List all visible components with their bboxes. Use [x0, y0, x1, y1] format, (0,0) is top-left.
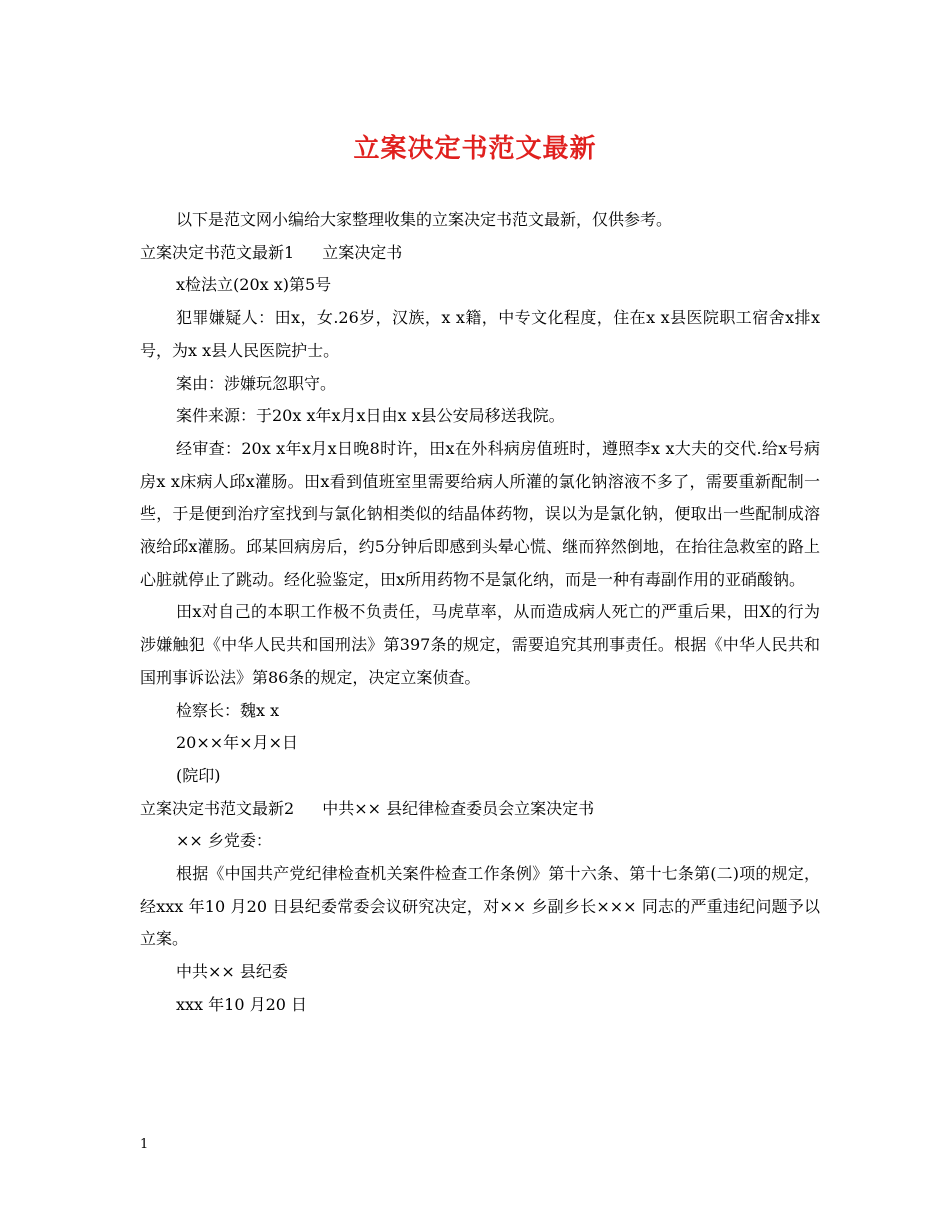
- page-number: 1: [140, 1137, 149, 1152]
- section1-doc-number: x检法立(20x x)第5号: [176, 275, 332, 295]
- section1-conclusion: 田x对自己的本职工作极不负责任，马虎草率，从而造成病人死亡的严重后果，田X的行为涉嫌触犯《中华人民共和国刑法》第397条的规定，需要追究其刑事责任。根据《中华人民共和国刑事诉讼法》第86条的规定，决定立案侦查。: [140, 602, 820, 687]
- section1-date: 20××年×月×日: [176, 733, 298, 753]
- section1-heading-right: 立案决定书: [322, 242, 403, 262]
- section1-suspect: 犯罪嫌疑人：田x，女.26岁，汉族，x x籍，中专文化程度，住在x x县医院职工宿舍x排x号，为x x县人民医院护士。: [140, 308, 820, 360]
- section2-body: 根据《中国共产党纪律检查机关案件检查工作条例》第十六条、第十七条第(二)项的规定，经xxx 年10 月20 日县纪委常委会议研究决定，对×× 乡副乡长××× 同志的严重违纪问题予以立案。: [140, 864, 820, 949]
- document-title: 立案决定书范文最新: [353, 134, 597, 164]
- section1-heading-left: 立案决定书范文最新1: [140, 242, 295, 262]
- section1-prosecutor: 检察长：魏x x: [176, 700, 280, 720]
- section1-review: 经审查：20x x年x月x日晚8时许，田x在外科病房值班时，遵照李x x大夫的交代.给x号病房x x床病人邱x灌肠。田x看到值班室里需要给病人所灌的氯化钠溶液不多了，需要重新配制一些，于是便到治疗室找到与氯化钠相类似的结晶体药物，误以为是氯化钠，便取出一些配制成溶液给邱x灌肠。邱某回病房后，约5分钟后即感到头晕心慌、继而猝然倒地，在抬往急救室的路上心脏就停止了跳动。经化验鉴定，田x所用药物不是氯化纳，而是一种有毒副作用的亚硝酸钠。: [140, 438, 820, 589]
- document-body: [140, 204, 820, 1022]
- section2-heading: [140, 793, 820, 826]
- section2-recipient: ×× 乡党委：: [176, 831, 272, 851]
- section1-cause: 案由：涉嫌玩忽职守。: [176, 373, 337, 393]
- section2-heading-left: 立案决定书范文最新2: [140, 798, 295, 818]
- intro-paragraph: 以下是范文网小编给大家整理收集的立案决定书范文最新，仅供参考。: [176, 210, 673, 229]
- section1-seal: (院印): [176, 765, 221, 785]
- section2-heading-right: 中共×× 县纪律检查委员会立案决定书: [322, 798, 595, 818]
- section1-heading: [140, 237, 820, 270]
- section2-signer: 中共×× 县纪委: [176, 962, 288, 982]
- section2-date: xxx 年10 月20 日: [176, 994, 308, 1014]
- section1-source: 案件来源：于20x x年x月x日由x x县公安局移送我院。: [176, 406, 565, 426]
